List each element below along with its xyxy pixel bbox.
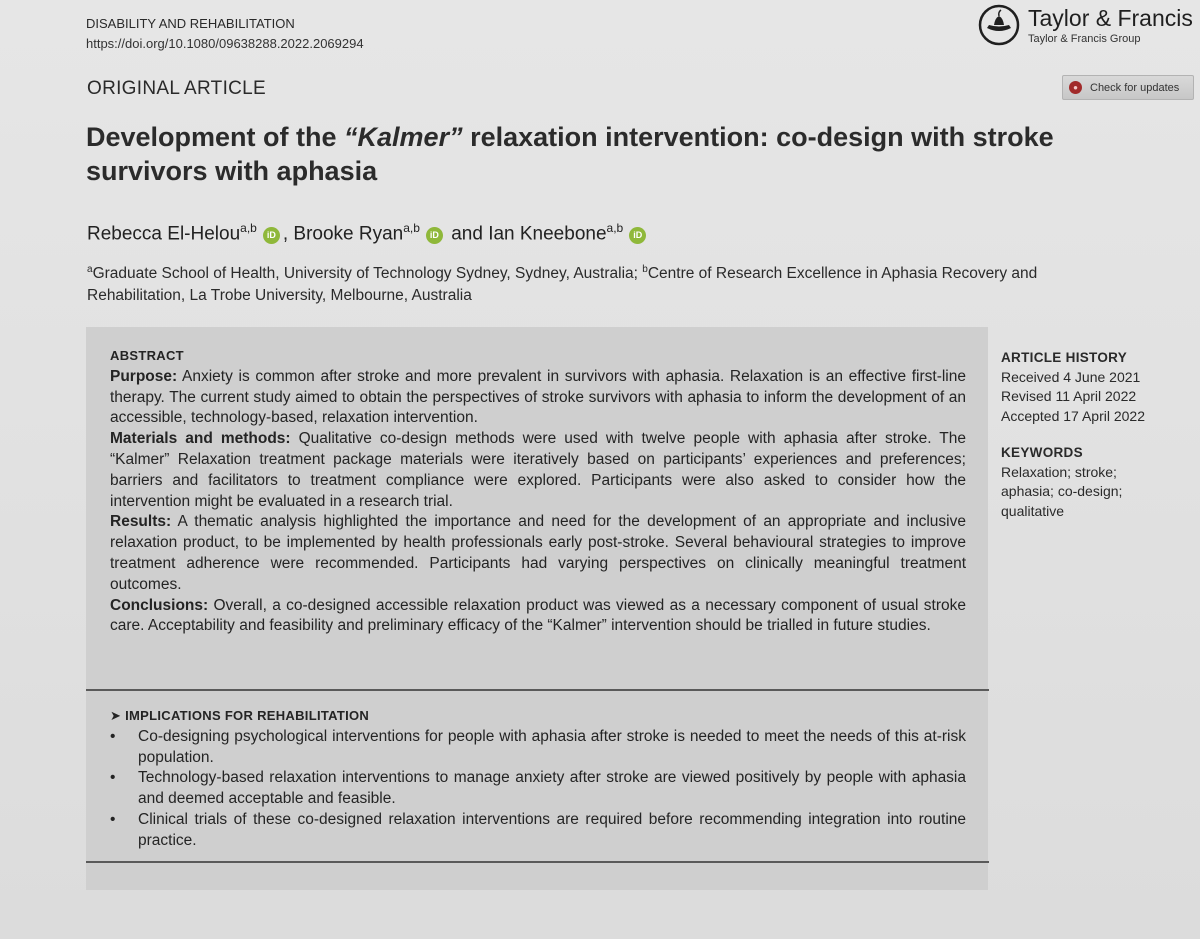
author-separator: , <box>282 223 294 245</box>
orcid-icon[interactable]: iD <box>426 227 443 244</box>
abstract-label: Results: <box>110 513 172 531</box>
abstract-divider <box>86 689 989 691</box>
list-item <box>110 810 966 852</box>
orcid-icon[interactable]: iD <box>263 227 280 244</box>
article-title <box>86 120 1126 188</box>
list-item-text: Clinical trials of these co-designed relaxation interventions are required before recommending integration into routine practice. <box>138 810 966 849</box>
check-updates-icon: ● <box>1069 81 1082 94</box>
affiliations <box>87 259 1137 307</box>
abstract-text: Qualitative co-design methods were used with twelve people with aphasia after stroke. The “Kalmer” Relaxation treatment package materials were iteratively based on participants’ experiences and preferences; barriers and facilitators to treatment compliance were explored. Participants were also asked to consider how the intervention might be evaluated in a research trial. <box>110 430 966 510</box>
list-item <box>110 727 966 769</box>
article-history <box>1001 348 1145 426</box>
publisher-name: Taylor & Francis <box>1028 5 1193 31</box>
keywords-text: Relaxation; stroke; aphasia; co-design; qualitative <box>1001 463 1123 519</box>
author-name: Brooke Ryan <box>293 223 404 245</box>
author-separator: and <box>445 223 489 245</box>
article-history-heading: ARTICLE HISTORY <box>1001 350 1128 365</box>
implications <box>110 706 966 852</box>
title-part1: Development of the <box>86 122 345 152</box>
list-item-text: Technology-based relaxation interventions to manage anxiety after stroke are viewed positively by people with aphasia and deemed acceptable and feasible. <box>138 769 966 808</box>
lamp-icon <box>978 4 1020 46</box>
implications-list <box>110 727 966 852</box>
article-type: ORIGINAL ARTICLE <box>87 78 267 99</box>
keywords-heading: KEYWORDS <box>1001 445 1083 460</box>
journal-name: DISABILITY AND REHABILITATION <box>86 16 295 31</box>
title-kalmer: “Kalmer” <box>344 122 463 152</box>
abstract-text: Anxiety is common after stroke and more prevalent in survivors with aphasia. Relaxation is an effective first-line therapy. The current study aimed to obtain the perspectives of stroke survivors with aphasia to inform the development of an accessible, technology-based, relaxation intervention. <box>110 367 966 427</box>
abstract-label: Conclusions: <box>110 596 209 614</box>
abstract-purpose <box>110 367 966 429</box>
bullet-icon: • <box>110 810 116 828</box>
arrow-icon: ➤ <box>110 708 126 723</box>
affil-sup: b <box>642 264 648 275</box>
abstract-text: Overall, a co-designed accessible relaxation product was viewed as a necessary component of usual stroke care. Acceptability and feasibility and preliminary efficacy of the “Kalmer” intervention should be trialled in future studies. <box>110 596 966 635</box>
check-updates-label: Check for updates <box>1090 81 1180 94</box>
author-affil-sup: a,b <box>606 221 624 235</box>
orcid-icon[interactable]: iD <box>629 227 646 244</box>
received-date: Received 4 June 2021 <box>1001 368 1141 385</box>
abstract-methods <box>110 429 966 512</box>
bullet-icon: • <box>110 727 116 745</box>
abstract <box>110 346 966 637</box>
abstract-text: A thematic analysis highlighted the importance and need for the development of an appropriate and inclusive relaxation product, to be implemented by health professionals early post-stroke. Several behavioural strategies to improve treatment adherence were recommended. Participants had varying perspectives on clinically meaningful treatment outcomes. <box>110 513 966 593</box>
publisher-group: Taylor & Francis Group <box>1028 33 1141 45</box>
affil-text: Graduate School of Health, University of Technology Sydney, Sydney, Australia; <box>92 265 643 283</box>
doi-link[interactable]: https://doi.org/10.1080/09638288.2022.2069294 <box>86 36 364 51</box>
abstract-results <box>110 512 966 595</box>
list-item <box>110 768 966 810</box>
author-name: Rebecca El-Helou <box>87 223 241 245</box>
abstract-label: Materials and methods: <box>110 430 291 448</box>
author-affil-sup: a,b <box>240 221 257 235</box>
author-list <box>87 215 649 247</box>
keywords <box>1001 443 1171 521</box>
implications-divider <box>86 861 989 863</box>
title-part2: relaxation intervention: co-design with stroke survivors with aphasia <box>86 122 1054 186</box>
implications-heading <box>110 706 966 727</box>
abstract-label: Purpose: <box>110 367 178 385</box>
affil-text: Centre of Research Excellence in Aphasia Recovery and Rehabilitation, La Trobe University, Melbourne, Australia <box>87 265 1038 305</box>
abstract-conclusions <box>110 596 966 638</box>
list-item-text: Co-designing psychological interventions for people with aphasia after stroke is needed to meet the needs of this at-risk population. <box>138 727 966 766</box>
implications-title: IMPLICATIONS FOR REHABILITATION <box>125 708 370 723</box>
accepted-date: Accepted 17 April 2022 <box>1001 407 1145 424</box>
author-name: Ian Kneebone <box>488 223 607 245</box>
author-affil-sup: a,b <box>403 221 420 235</box>
abstract-heading: ABSTRACT <box>110 348 184 363</box>
journal-header <box>86 14 364 54</box>
affil-sup: a <box>87 264 93 275</box>
publisher-logo <box>978 4 1193 46</box>
bullet-icon: • <box>110 769 116 787</box>
check-updates-button[interactable] <box>1062 75 1194 100</box>
revised-date: Revised 11 April 2022 <box>1001 388 1137 404</box>
